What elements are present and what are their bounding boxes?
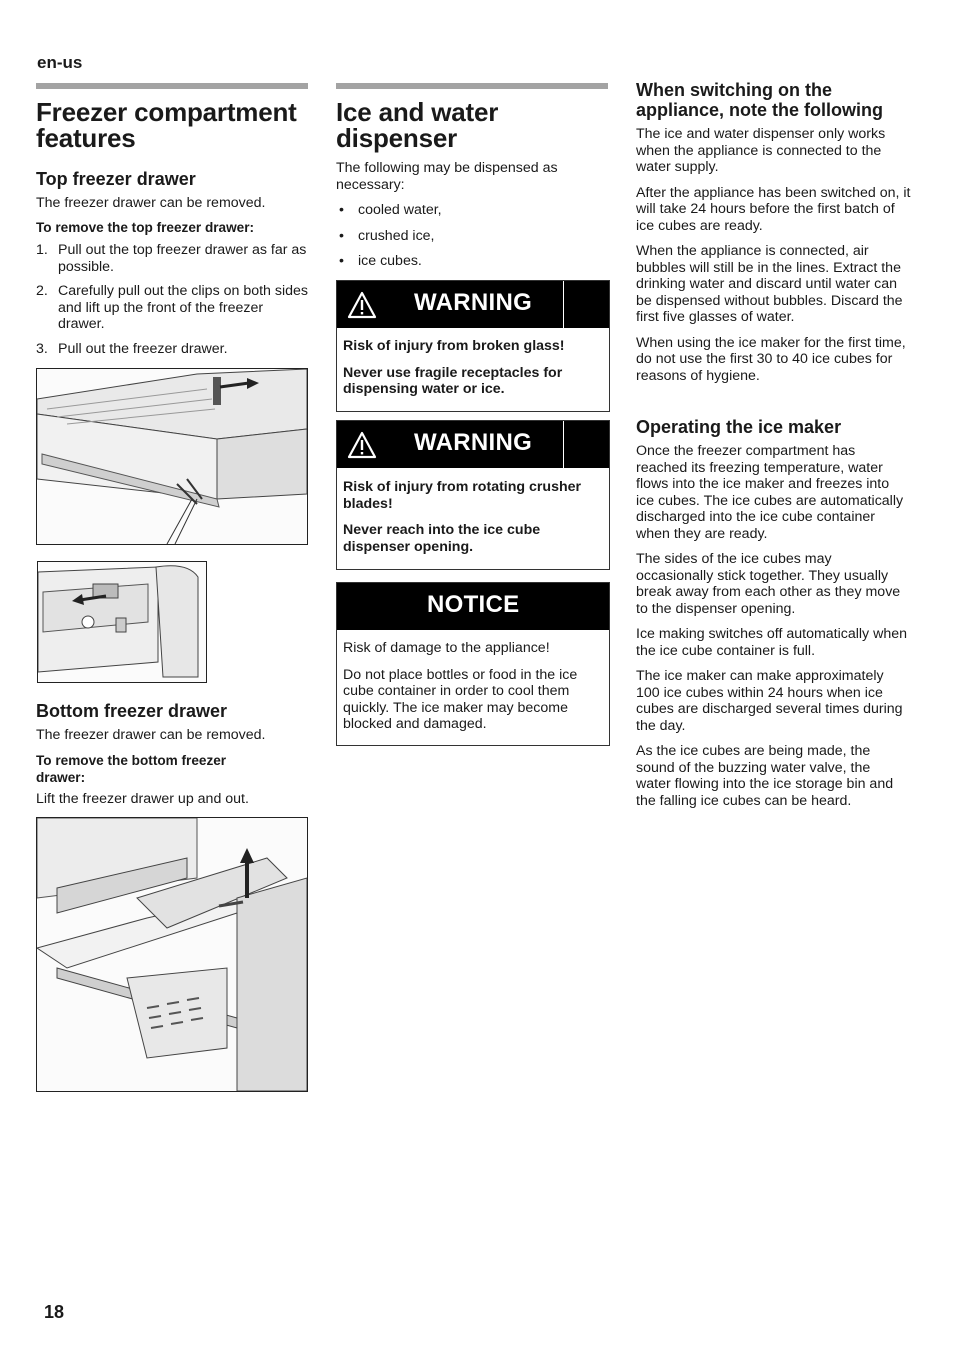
warning-header bbox=[337, 421, 609, 468]
paragraph: After the appliance has been switched on, it will take 24 hours before the first batch of ice cubes are ready. bbox=[636, 184, 911, 234]
paragraph: As the ice cubes are being made, the sound of the buzzing water valve, the water flowing into the ice storage bin and the falling ice cubes can be heard. bbox=[636, 743, 894, 809]
warning-header bbox=[337, 281, 609, 328]
notice-label: NOTICE bbox=[427, 591, 520, 618]
step-item: 1. Pull out the top freezer drawer as far as possible. bbox=[36, 242, 307, 275]
bottom-drawer-illustration bbox=[36, 817, 308, 1092]
section-rule bbox=[336, 83, 608, 89]
warning-triangle-icon bbox=[347, 291, 377, 319]
language-code: en-us bbox=[37, 53, 83, 72]
top-drawer-illustration bbox=[36, 368, 308, 545]
heading-top-drawer: Top freezer drawer bbox=[36, 169, 196, 189]
warning-line-1: Risk of injury from rotating crusher blades! bbox=[343, 479, 582, 512]
paragraph: The ice and water dispenser only works when the appliance is connected to the water supply. bbox=[636, 126, 886, 175]
notice-box bbox=[336, 582, 610, 746]
notice-line-1: Risk of damage to the appliance! bbox=[343, 640, 550, 656]
page-number: 18 bbox=[44, 1302, 65, 1322]
heading-operating-ice-maker: Operating the ice maker bbox=[636, 417, 842, 437]
warning-body bbox=[337, 468, 609, 563]
list-item: • cooled water, bbox=[336, 202, 608, 219]
paragraph: Ice making switches off automatically when the ice cube container is full. bbox=[636, 626, 908, 659]
header-divider bbox=[563, 421, 564, 468]
paragraph: The sides of the ice cubes may occasionally stick together. They usually break away from each other as they move to the dispenser opening. bbox=[636, 551, 901, 617]
notice-body bbox=[337, 630, 609, 741]
heading-bottom-drawer: Bottom freezer drawer bbox=[36, 701, 228, 721]
header-divider bbox=[563, 281, 564, 328]
section-title-freezer: Freezer compartment features bbox=[36, 97, 297, 153]
paragraph: The ice maker can make approximately 100 ice cubes within 24 hours when ice cubes are discharged several times during the day. bbox=[636, 668, 903, 734]
bottom-drawer-intro: The freezer drawer can be removed. bbox=[36, 727, 266, 743]
warning-label: WARNING bbox=[414, 289, 533, 316]
warning-box-crusher bbox=[336, 420, 610, 570]
paragraph: Once the freezer compartment has reached its freezing temperature, water flows into the ice maker and freezes into ice cubes. The ice cubes are automatically discharged into the ice cube container when they are ready. bbox=[636, 443, 904, 542]
dispenser-intro: The following may be dispensed as necessary: bbox=[336, 160, 558, 193]
warning-triangle-icon bbox=[347, 431, 377, 459]
top-drawer-subheading: To remove the top freezer drawer: bbox=[36, 220, 255, 235]
list-item: • ice cubes. bbox=[336, 253, 608, 270]
paragraph: When using the ice maker for the first time, do not use the first 30 to 40 ice cubes for reasons of hygiene. bbox=[636, 334, 906, 384]
list-item: • crushed ice, bbox=[336, 228, 608, 245]
paragraph: When the appliance is connected, air bubbles will still be in the lines. Extract the drinking water and discard until water can be dispensed without bubbles. Discard the first five glasses of water. bbox=[636, 243, 903, 325]
warning-box-glass bbox=[336, 280, 610, 412]
heading-switching-on: When switching on the appliance, note the following bbox=[636, 80, 884, 120]
operating-paragraphs bbox=[636, 443, 908, 809]
top-drawer-intro: The freezer drawer can be removed. bbox=[36, 195, 266, 211]
section-rule bbox=[36, 83, 308, 89]
switching-on-paragraphs bbox=[636, 126, 912, 384]
drawer-clip-detail-illustration bbox=[37, 561, 207, 683]
step-item: 3. Pull out the freezer drawer. bbox=[36, 340, 228, 357]
warning-line-2: Never use fragile receptacles for dispensing water or ice. bbox=[343, 364, 563, 397]
notice-line-2: Do not place bottles or food in the ice cube container in order to cool them quickly. The ice maker may become blocked and damaged. bbox=[343, 666, 578, 732]
dispense-list bbox=[336, 202, 608, 270]
warning-label: WARNING bbox=[414, 429, 533, 456]
bottom-drawer-subheading: To remove the bottom freezer drawer: bbox=[36, 753, 227, 785]
bottom-drawer-instruction: Lift the freezer drawer up and out. bbox=[36, 791, 249, 807]
warning-line-2: Never reach into the ice cube dispenser opening. bbox=[343, 522, 541, 555]
notice-header bbox=[337, 583, 609, 630]
warning-line-1: Risk of injury from broken glass! bbox=[343, 338, 565, 354]
warning-body bbox=[337, 328, 609, 406]
step-item: 2. Carefully pull out the clips on both sides and lift up the front of the freezer drawer. bbox=[36, 283, 308, 332]
top-drawer-steps bbox=[36, 242, 308, 357]
section-title-dispenser: Ice and water dispenser bbox=[336, 97, 499, 153]
